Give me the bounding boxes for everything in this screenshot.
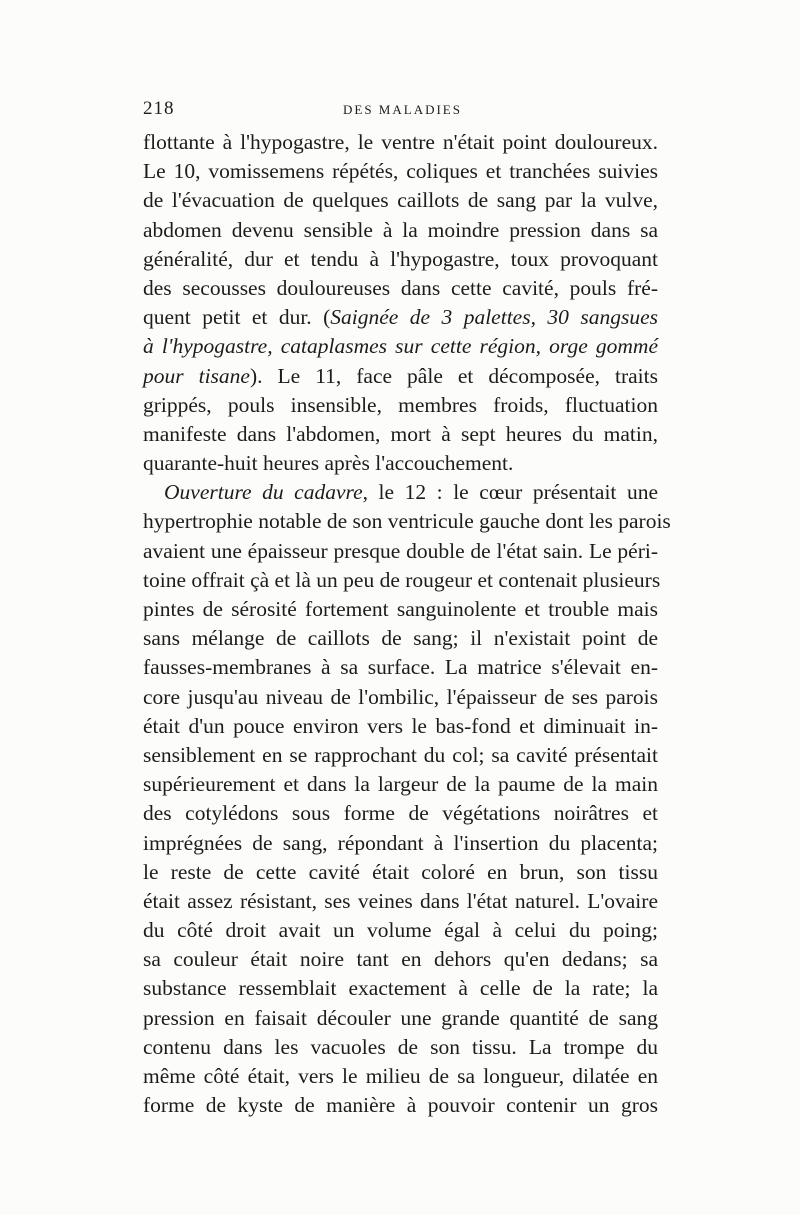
text-segment: imprégnées de sang, répondant à l'insertion du placenta;: [143, 830, 658, 855]
text-segment: quent petit et dur. (: [143, 305, 331, 330]
text-line: [143, 887, 658, 916]
text-line: [143, 332, 658, 361]
text-line: [143, 799, 658, 828]
text-line: [143, 741, 658, 770]
text-segment: des secousses douloureuses dans cette cavité, pouls fré-: [143, 275, 658, 300]
text-segment: forme de kyste de manière à pouvoir contenir un gros: [143, 1093, 658, 1118]
text-segment: core jusqu'au niveau de l'ombilic, l'épaisseur de ses parois: [143, 684, 658, 709]
text-segment: quarante-huit heures après l'accouchement.: [143, 451, 514, 476]
italic-text: à l'hypogastre, cataplasmes sur cette région, orge gommé: [143, 334, 658, 359]
text-line: [143, 858, 658, 887]
text-segment: flottante à l'hypogastre, le ventre n'était point douloureux.: [143, 130, 658, 154]
text-segment: des cotylédons sous forme de végétations noirâtres et: [143, 801, 658, 826]
text-line: [143, 1004, 658, 1033]
italic-text: pour tisane: [143, 363, 250, 388]
text-segment: pression en faisait découler une grande quantité de sang: [143, 1005, 658, 1030]
text-segment: contenu dans les vacuoles de son tissu. La trompe du: [143, 1034, 658, 1059]
text-line: [143, 1062, 658, 1091]
text-line: [143, 916, 658, 945]
text-line: [143, 420, 658, 449]
text-line: [143, 770, 658, 799]
text-segment: hypertrophie notable de son ventricule gauche dont les parois: [143, 509, 671, 534]
text-segment: généralité, dur et tendu à l'hypogastre, toux provoquant: [143, 246, 658, 271]
text-line: [143, 507, 671, 536]
text-segment: , le 12 : le cœur présentait une: [362, 480, 658, 505]
running-head: DES MALADIES: [343, 102, 462, 117]
text-line: [143, 595, 658, 624]
italic-text: Ouverture du cadavre: [164, 480, 363, 505]
text-line: [143, 128, 658, 157]
body-text: [143, 128, 671, 1120]
text-segment: sans mélange de caillots de sang; il n'existait point de: [143, 626, 658, 651]
text-line: [143, 974, 658, 1003]
text-line: [143, 245, 658, 274]
text-segment: substance ressemblait exactement à celle de la rate; la: [143, 976, 658, 1001]
text-line: [143, 683, 658, 712]
text-line: [143, 829, 658, 858]
page-header: [143, 98, 658, 124]
text-segment: fausses-membranes à sa surface. La matrice s'élevait en-: [143, 655, 658, 680]
text-segment: abdomen devenu sensible à la moindre pression dans sa: [143, 217, 658, 242]
text-line: [143, 216, 658, 245]
text-segment: supérieurement et dans la largeur de la paume de la main: [143, 772, 658, 797]
text-line: [143, 186, 658, 215]
text-segment: Le 10, vomissemens répétés, coliques et tranchées suivies: [143, 159, 658, 184]
text-segment: même côté était, vers le milieu de sa longueur, dilatée en: [143, 1064, 658, 1088]
text-segment: était assez résistant, ses veines dans l'état naturel. L'ovaire: [143, 888, 658, 913]
text-line: [143, 653, 658, 682]
text-segment: sensiblement en se rapprochant du col; sa cavité présentait: [143, 742, 658, 767]
text-line: [143, 478, 658, 507]
text-line: [143, 1091, 658, 1120]
text-line: [143, 274, 658, 303]
text-line: [143, 624, 658, 653]
text-segment: toine offrait çà et là un peu de rougeur et contenait plusieurs: [143, 567, 661, 592]
page-number: 218: [143, 98, 175, 119]
text-segment: le reste de cette cavité était coloré en brun, son tissu: [143, 859, 658, 884]
text-line: [143, 449, 658, 478]
text-line: [143, 157, 658, 186]
text-line: [143, 303, 658, 332]
text-segment: grippés, pouls insensible, membres froids, fluctuation: [143, 392, 658, 417]
text-segment: sa couleur était noire tant en dehors qu'en dedans; sa: [143, 947, 658, 972]
text-line: [143, 712, 658, 741]
text-segment: ). Le 11, face pâle et décomposée, traits: [249, 363, 658, 388]
text-line: [143, 362, 658, 391]
text-segment: pintes de sérosité fortement sanguinolente et trouble mais: [143, 597, 658, 621]
text-line: [143, 1033, 658, 1062]
text-segment: du côté droit avait un volume égal à celui du poing;: [143, 918, 658, 943]
text-line: [143, 391, 658, 420]
text-segment: manifeste dans l'abdomen, mort à sept heures du matin,: [143, 421, 658, 446]
text-segment: de l'évacuation de quelques caillots de sang par la vulve,: [143, 188, 658, 213]
italic-text: Saignée de 3 palettes, 30 sangsues: [330, 305, 658, 330]
text-segment: était d'un pouce environ vers le bas-fond et diminuait in-: [143, 713, 658, 738]
text-segment: avaient une épaisseur presque double de l'état sain. Le péri-: [143, 538, 658, 563]
text-line: [143, 537, 658, 566]
text-line: [143, 945, 658, 974]
text-line: [143, 566, 661, 595]
